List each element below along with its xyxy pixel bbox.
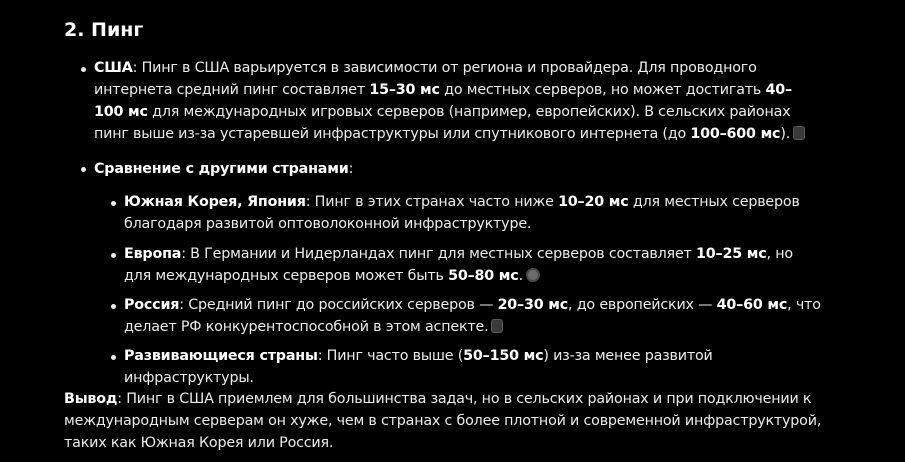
list-item-comparison — [94, 158, 814, 180]
bullet-dot — [111, 201, 116, 206]
europe-text: , но для международных серверов может быть — [124, 246, 793, 284]
usa-label: США — [94, 60, 133, 76]
usa-text: : Пинг в США варьируется в зависимости от региона и провайдера. Для проводного интернета средний пинг составляет — [94, 60, 757, 98]
europe-text: . — [518, 268, 523, 284]
usa-text: ). — [780, 126, 791, 142]
bullet-dot — [111, 253, 116, 258]
section-heading: 2. Пинг — [64, 19, 144, 41]
list-item-usa — [94, 57, 814, 145]
usa-text: для международных игровых серверов (например, европейских). В сельских районах пинг выше из-за устаревшей инфраструктуры или спутникового интернета (до — [94, 104, 791, 142]
globe-icon[interactable] — [526, 268, 540, 282]
europe-text: : В Германии и Нидерландах пинг для местных серверов составляет — [181, 246, 697, 262]
korea-text: для местных серверов благодаря развитой оптоволоконной инфраструктуре. — [124, 194, 800, 232]
bullet-dot — [111, 355, 116, 360]
bullet-dot — [81, 67, 86, 72]
comparison-colon: : — [348, 161, 354, 177]
usa-value-3: 100–600 мс — [690, 126, 781, 142]
usa-value-2: 40–100 мс — [94, 82, 792, 120]
developing-text: ) из-за менее развитой инфраструктуры. — [124, 348, 713, 386]
bullet-dot — [111, 304, 116, 309]
developing-text: : Пинг часто выше ( — [317, 348, 464, 364]
developing-label: Развивающиеся страны — [124, 348, 318, 364]
source-icon[interactable] — [793, 126, 805, 140]
conclusion-paragraph — [64, 388, 844, 454]
source-icon[interactable] — [491, 319, 503, 333]
russia-label: Россия — [124, 297, 180, 313]
list-item-russia — [124, 294, 844, 338]
developing-value: 50–150 мс — [463, 348, 544, 364]
list-item-korea — [124, 191, 824, 235]
korea-text: : Пинг в этих странах часто ниже — [305, 194, 559, 210]
russia-value-1: 20–30 мс — [497, 297, 569, 313]
bullet-dot — [81, 167, 86, 172]
russia-text: , что делает РФ конкурентоспособной в этом аспекте. — [124, 297, 821, 335]
conclusion-text: : Пинг в США приемлем для большинства задач, но в сельских районах и при подключении к международным серверам он хуже, чем в странах с более плотной и современной инфраструктурой, таких как Южная Корея или Россия. — [64, 391, 822, 451]
conclusion-label: Вывод — [64, 391, 118, 407]
korea-label: Южная Корея, Япония — [124, 194, 306, 210]
europe-value-1: 10–25 мс — [696, 246, 767, 262]
korea-value: 10–20 мс — [558, 194, 629, 210]
europe-value-2: 50–80 мс — [448, 268, 519, 284]
usa-value-1: 15–30 мс — [369, 82, 440, 98]
usa-text: до местных серверов, но может достигать — [439, 82, 766, 98]
comparison-label: Сравнение с другими странами — [94, 161, 349, 177]
russia-text: , до европейских — — [568, 297, 717, 313]
europe-label: Европа — [124, 246, 182, 262]
russia-value-2: 40–60 мс — [716, 297, 788, 313]
russia-text: : Средний пинг до российских серверов — — [179, 297, 498, 313]
list-item-developing — [124, 345, 844, 389]
list-item-europe — [124, 243, 824, 287]
